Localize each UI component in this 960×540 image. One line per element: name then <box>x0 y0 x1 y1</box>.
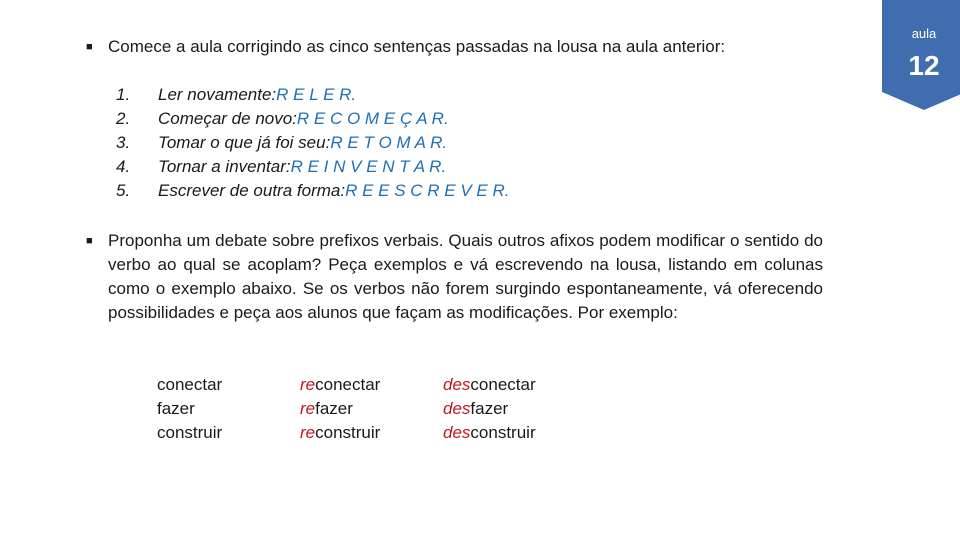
item-text: Escrever de outra forma: <box>158 181 346 200</box>
item-period: . <box>351 85 357 104</box>
base-verbs-column <box>157 373 222 445</box>
bullet-instruction-2 <box>86 229 831 325</box>
prefix-des: des <box>443 399 471 418</box>
verb-word: construir <box>157 423 223 442</box>
list-item <box>116 107 509 131</box>
item-answer: R E C O M E Ç A R <box>296 109 444 128</box>
bullet-instruction-1 <box>86 35 846 59</box>
list-item <box>116 131 509 155</box>
item-number: 4. <box>116 157 131 176</box>
badge-label: aula <box>911 26 937 41</box>
item-text: Ler novamente: <box>158 85 277 104</box>
item-text: Tornar a inventar: <box>158 157 291 176</box>
prefix-re: re <box>300 423 316 442</box>
bullet-text-2: Proponha um debate sobre prefixos verbais. Quais outros afixos podem modificar o sentido do verbo ao qual se acoplam? Peça exemplos e vá escrevendo na lousa, listando em colunas como o exemplo abaixo. Se os verbos não forem surgindo espontaneamente, vá oferecendo possibilidades e peça aos alunos que façam as modificações. Por exemplo: <box>108 231 823 322</box>
square-bullet-icon: ■ <box>86 235 93 247</box>
verb-stem: conectar <box>315 375 381 394</box>
prefixed-verb <box>300 397 380 421</box>
item-period: . <box>504 181 510 200</box>
list-item <box>116 83 509 107</box>
item-period: . <box>442 133 448 152</box>
square-bullet-icon: ■ <box>86 41 93 53</box>
des-prefix-column <box>443 373 536 445</box>
item-period: . <box>441 157 447 176</box>
prefixed-verb <box>300 421 380 445</box>
item-answer: R E L E R <box>276 85 352 104</box>
list-item <box>116 179 509 203</box>
verb-stem: construir <box>315 423 381 442</box>
verb-stem: conectar <box>470 375 536 394</box>
prefixed-verb <box>443 397 536 421</box>
item-number: 5. <box>116 181 131 200</box>
prefixed-verb <box>443 373 536 397</box>
prefix-re: re <box>300 375 316 394</box>
verb-stem: fazer <box>470 399 509 418</box>
bullet-text-1: Comece a aula corrigindo as cinco sentenças passadas na lousa na aula anterior: <box>108 37 726 56</box>
item-number: 1. <box>116 85 131 104</box>
prefixed-verb <box>300 373 380 397</box>
verb-word: conectar <box>157 375 223 394</box>
item-text: Começar de novo: <box>158 109 297 128</box>
badge-number: 12 <box>908 50 940 81</box>
prefix-re: re <box>300 399 316 418</box>
item-number: 3. <box>116 133 131 152</box>
prefix-des: des <box>443 423 471 442</box>
prefixed-verb <box>443 421 536 445</box>
item-answer: R E I N V E N T A R <box>290 157 442 176</box>
re-prefix-column <box>300 373 380 445</box>
item-number: 2. <box>116 109 131 128</box>
verb-stem: construir <box>470 423 536 442</box>
prefix-des: des <box>443 375 471 394</box>
item-answer: R E T O M A R <box>330 133 443 152</box>
lesson-badge <box>882 0 960 110</box>
item-text: Tomar o que já foi seu: <box>158 133 331 152</box>
verb-stem: fazer <box>315 399 353 418</box>
sentence-list <box>116 83 509 203</box>
verb-word: fazer <box>157 399 195 418</box>
item-answer: R E E S C R E V E R <box>345 181 505 200</box>
list-item <box>116 155 509 179</box>
item-period: . <box>443 109 449 128</box>
